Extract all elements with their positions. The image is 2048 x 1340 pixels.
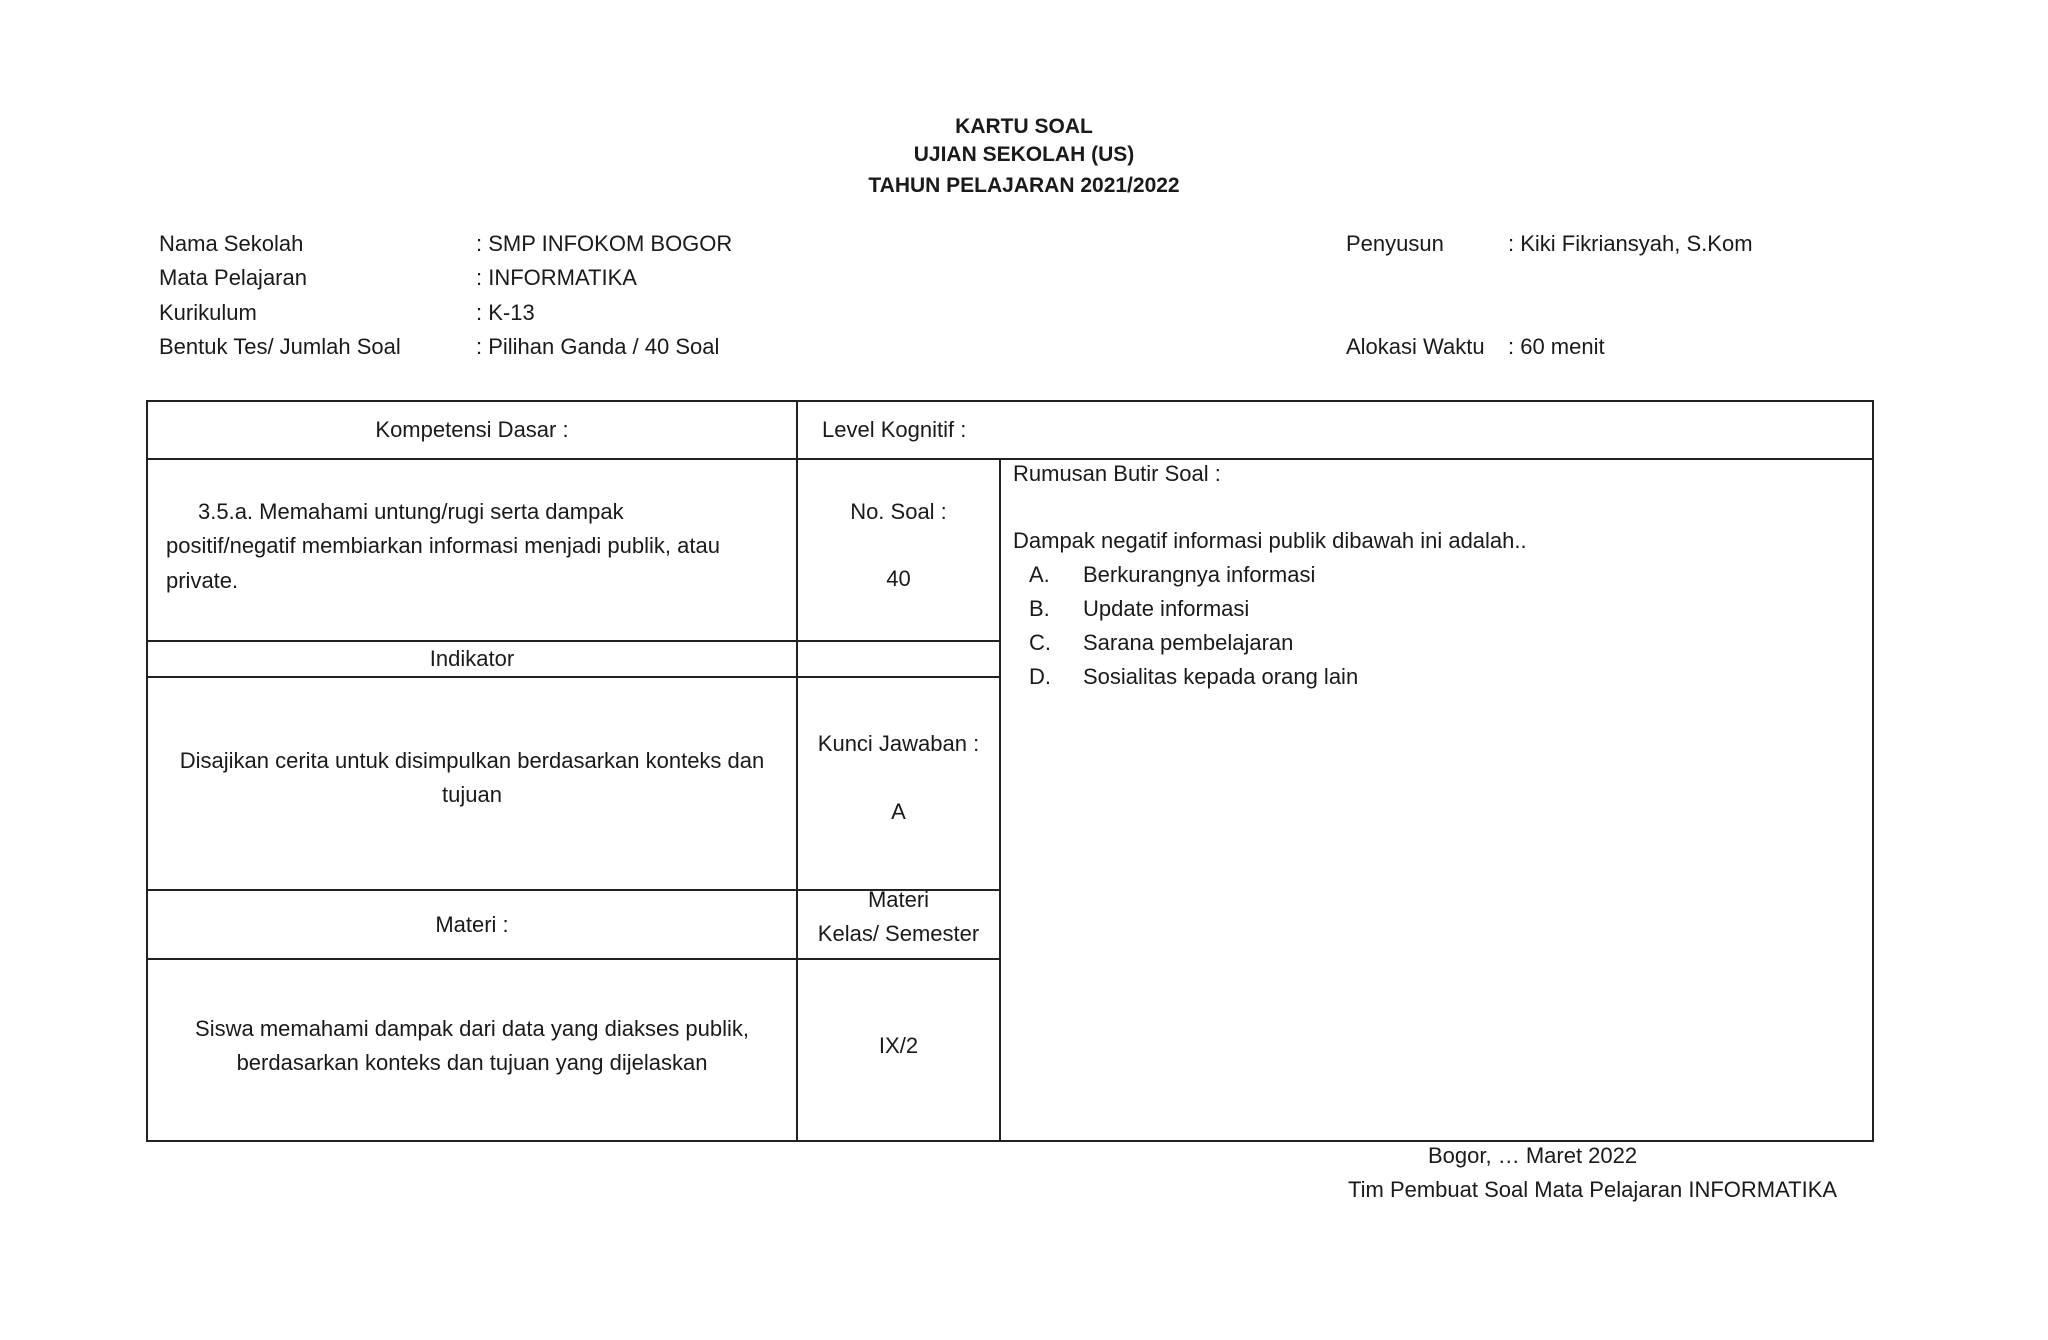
row-divider-materi-bottom — [146, 958, 1000, 960]
kompetensi-line-1: 3.5.a. Memahami untung/rugi serta dampak — [198, 499, 624, 524]
title-ujian-sekolah: UJIAN SEKOLAH (US) — [913, 143, 1135, 166]
bentuk-tes-label: Bentuk Tes/ Jumlah Soal — [159, 334, 401, 359]
materi-header: Materi : — [435, 911, 509, 937]
penyusun-value: : Kiki Fikriansyah, S.Kom — [1508, 231, 1753, 256]
mata-pelajaran-label: Mata Pelajaran — [159, 265, 307, 290]
kelas-semester-value: IX/2 — [878, 1033, 919, 1058]
level-kognitif-header: Level Kognitif : — [822, 417, 967, 442]
kompetensi-line-2: positif/negatif membiarkan informasi menjadi publik, atau — [166, 533, 720, 558]
materi-kelas-line-1: Materi — [867, 887, 930, 912]
row-divider-indikator-bottom — [146, 676, 1000, 678]
option-c-letter: C. — [1029, 630, 1051, 655]
no-soal-label: No. Soal : — [850, 499, 947, 524]
mata-pelajaran-value: : INFORMATIKA — [476, 265, 637, 290]
option-a-text: Berkurangnya informasi — [1083, 562, 1316, 587]
materi-text-line-1: Siswa memahami dampak dari data yang diakses publik, — [195, 1016, 749, 1041]
option-d-text: Sosialitas kepada orang lain — [1083, 664, 1359, 689]
footer-date: Bogor, … Maret 2022 — [1428, 1143, 1638, 1168]
kunci-jawaban-value: A — [891, 799, 906, 824]
alokasi-waktu-value: : 60 menit — [1508, 334, 1605, 359]
rumusan-butir-soal-header: Rumusan Butir Soal : — [1013, 461, 1221, 486]
indikator-text: Disajikan cerita untuk disimpulkan berdasarkan konteks dan tujuan — [179, 748, 765, 807]
option-c-text: Sarana pembelajaran — [1083, 630, 1294, 655]
option-b-text: Update informasi — [1083, 596, 1250, 621]
option-a-letter: A. — [1029, 562, 1050, 587]
column-divider-2 — [999, 458, 1001, 1142]
option-c — [1029, 630, 1293, 656]
option-b-letter: B. — [1029, 596, 1050, 621]
table-border-right — [1872, 400, 1874, 1142]
indikator-header: Indikator — [429, 646, 515, 671]
nama-sekolah-label: Nama Sekolah — [159, 231, 304, 256]
table-header-divider — [146, 458, 1874, 460]
title-kartu-soal: KARTU SOAL — [955, 115, 1093, 138]
option-d-letter: D. — [1029, 664, 1051, 689]
penyusun-label: Penyusun — [1346, 231, 1444, 256]
kunci-jawaban-label: Kunci Jawaban : — [817, 731, 980, 756]
materi-kelas-line-2: Kelas/ Semester — [817, 921, 980, 946]
option-b — [1029, 596, 1249, 622]
kompetensi-dasar-header: Kompetensi Dasar : — [375, 417, 569, 442]
no-soal-value: 40 — [886, 566, 911, 591]
nama-sekolah-value: : SMP INFOKOM BOGOR — [476, 231, 733, 256]
materi-text-line-2: berdasarkan konteks dan tujuan yang dijelaskan — [236, 1050, 708, 1075]
table-border-bottom — [146, 1140, 1874, 1142]
kurikulum-value: : K-13 — [476, 300, 535, 325]
question-text: Dampak negatif informasi publik dibawah ini adalah.. — [1013, 528, 1527, 553]
option-a — [1029, 562, 1315, 588]
footer-team: Tim Pembuat Soal Mata Pelajaran INFORMATIKA — [1348, 1177, 1838, 1202]
bentuk-tes-value: : Pilihan Ganda / 40 Soal — [476, 334, 720, 359]
kompetensi-line-3: private. — [166, 568, 239, 593]
alokasi-waktu-label: Alokasi Waktu — [1346, 334, 1485, 359]
kurikulum-label: Kurikulum — [159, 300, 257, 325]
option-d — [1029, 664, 1358, 690]
title-tahun-pelajaran: TAHUN PELAJARAN 2021/2022 — [868, 174, 1180, 197]
